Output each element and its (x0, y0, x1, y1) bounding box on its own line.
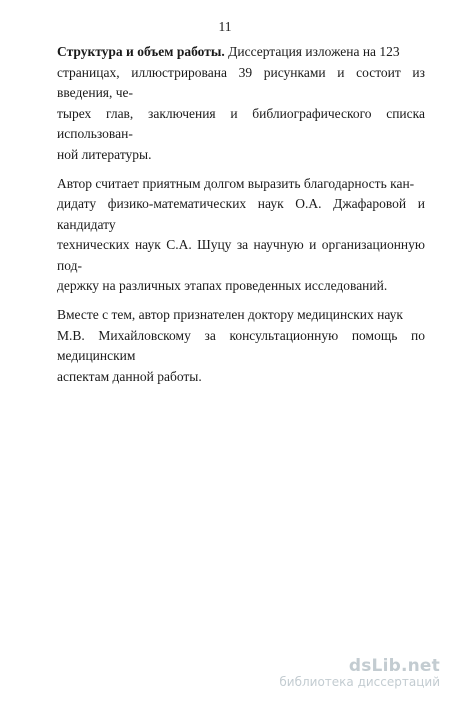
paragraph-text: Автор считает приятным долгом выразить благодарность кан- дидату физико-математических наук О.А. Джафаровой и кандидату технических наук С.А. Шуцу за научную и организационную под- держку на различных этапах проведенных исследований. (57, 175, 425, 293)
paragraph-acknowledgment-medical (57, 305, 425, 387)
paragraph-lead-heading: Структура и объем работы. (57, 44, 225, 59)
watermark-subtitle: библиотека диссертаций (279, 675, 440, 689)
paragraph-text: Диссертация изложена на 123 страницах, иллюстрирована 39 рисунками и состоит из введения, че- тырех глав, заключения и библиографического списка использован- ной литературы. (57, 44, 425, 162)
watermark (279, 657, 440, 690)
watermark-logo: dsLib.net (348, 656, 440, 676)
paragraph-structure (57, 42, 425, 165)
paragraph-acknowledgment (57, 174, 425, 297)
page-number: 11 (218, 19, 232, 34)
document-body (57, 42, 425, 396)
paragraph-text: Вместе с тем, автор признателен доктору медицинских наук М.В. Михайловскому за консультационную помощь по медицинским аспектам данной работы. (57, 307, 425, 384)
